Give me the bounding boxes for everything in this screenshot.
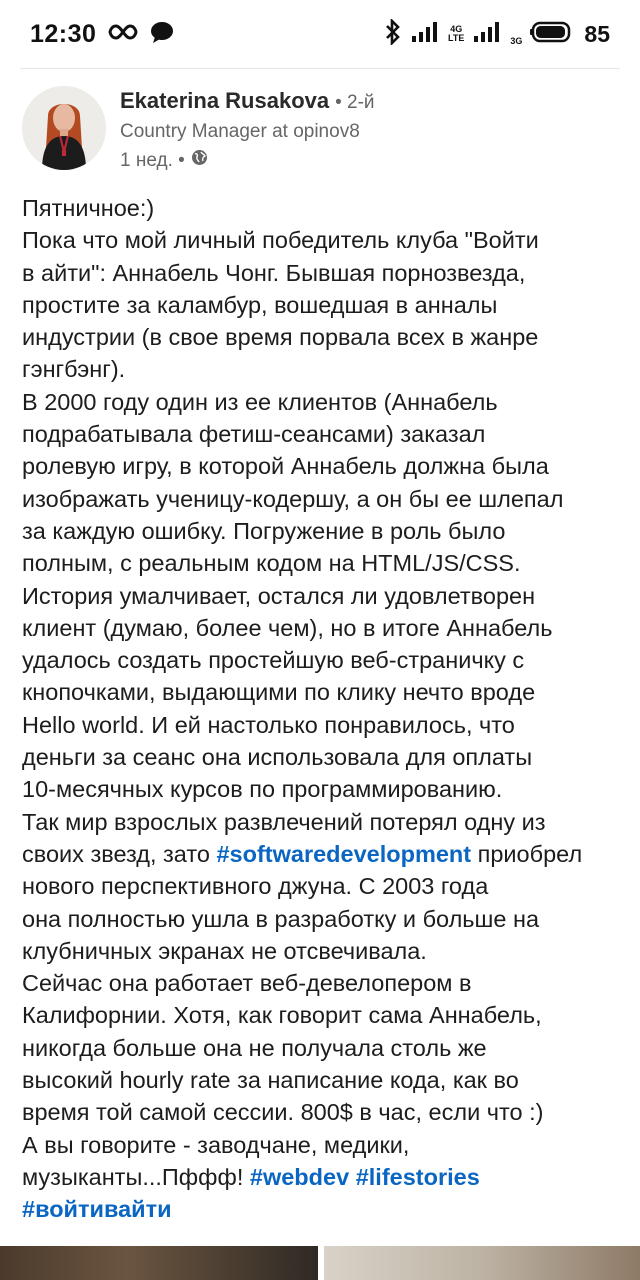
post-text-segment: Пока что мой личный победитель клуба "Войти xyxy=(22,227,539,254)
post-text-segment: клиент (думаю, более чем), но в итоге Аннабель xyxy=(22,614,553,641)
avatar[interactable] xyxy=(22,86,106,170)
post-text-segment: Пятничное:) xyxy=(22,195,155,221)
post-text-line xyxy=(22,289,622,321)
post-text-line xyxy=(22,903,622,935)
status-bar xyxy=(0,0,640,68)
battery-percent: 85 xyxy=(584,20,610,47)
post-text-segment: время той самой сессии. 800$ в час, если что :) xyxy=(22,1099,544,1126)
post-text-segment: Сейчас она работает веб-девелопером в xyxy=(22,970,472,997)
post-text-line xyxy=(22,192,622,224)
post-text-segment: своих звезд, зато xyxy=(22,840,217,867)
post-text-segment: индустрии (в свое время порвала всех в жанре xyxy=(22,324,539,351)
post-text xyxy=(22,192,622,1226)
post-text-line xyxy=(22,709,622,741)
post-text-segment: кнопочками, выдающими по клику нечто вроде xyxy=(22,679,536,706)
post-text-line xyxy=(22,806,622,838)
post-time: 1 нед. • xyxy=(120,149,185,171)
top-divider xyxy=(20,68,620,69)
post-text-line xyxy=(22,1193,622,1225)
post-text-segment: в айти": Аннабель Чонг. Бывшая порнозвезда, xyxy=(22,259,526,286)
post-text-segment: удалось создать простейшую веб-страничку с xyxy=(22,647,525,674)
post-text-segment: изображать ученицу-кодершу, а он бы ее шлепал xyxy=(22,485,564,512)
post-text-line xyxy=(22,450,622,482)
post-text-line xyxy=(22,580,622,612)
post-text-segment: подрабатывала фетиш-сеансами) заказал xyxy=(22,421,486,448)
post-text-segment: ролевую игру, в которой Аннабель должна была xyxy=(22,453,549,480)
post-text-segment: музыканты...Пффф! xyxy=(22,1163,250,1190)
post-text-line xyxy=(22,257,622,289)
signal-icon xyxy=(410,20,440,49)
post-text-line xyxy=(22,224,622,256)
post-text-line xyxy=(22,1129,622,1161)
post-text-segment: никогда больше она не получала столь же xyxy=(22,1034,487,1061)
author-name[interactable]: Ekaterina Rusakova xyxy=(120,88,330,113)
post-text-line xyxy=(22,935,622,967)
chat-bubble-icon xyxy=(150,21,174,48)
post-text-segment: клубничных экранах не отсвечивала. xyxy=(22,937,427,964)
post-images[interactable] xyxy=(0,1246,640,1280)
post-text-line xyxy=(22,676,622,708)
post-text-line xyxy=(22,418,622,450)
post-text-segment: А вы говорите - заводчане, медики, xyxy=(22,1131,410,1158)
status-time: 12:30 xyxy=(30,19,97,48)
post-text-segment: Калифорнии. Хотя, как говорит сама Аннабель, xyxy=(22,1002,542,1029)
post-text-line xyxy=(22,1032,622,1064)
post-text-line xyxy=(22,483,622,515)
post-text-line xyxy=(22,838,622,870)
post-text-line xyxy=(22,870,622,902)
post-text-segment: простите за каламбур, вошедшая в анналы xyxy=(22,291,498,318)
signal-icon xyxy=(472,20,502,49)
post-text-line xyxy=(22,386,622,418)
post-text-segment: Так мир взрослых развлечений потерял одну из xyxy=(22,808,546,835)
post-text-segment: В 2000 году один из ее клиентов (Аннабель xyxy=(22,388,498,415)
post-text-line xyxy=(22,741,622,773)
post-header xyxy=(22,86,375,172)
post-text-line xyxy=(22,773,622,805)
post-text-line xyxy=(22,353,622,385)
network-type-3g: 3G xyxy=(510,35,523,46)
post-image[interactable] xyxy=(324,1246,640,1280)
connection-degree: • 2-й xyxy=(335,92,375,113)
post-text-line xyxy=(22,644,622,676)
post-text-line xyxy=(22,612,622,644)
post-text-line xyxy=(22,1161,622,1193)
hashtag-link[interactable]: #lifestories xyxy=(355,1163,480,1190)
post-text-segment: она полностью ушла в разработку и больше на xyxy=(22,905,540,932)
post-text-line xyxy=(22,1064,622,1096)
hashtag-link[interactable]: #webdev xyxy=(249,1163,350,1190)
post-text-segment: приобрел xyxy=(471,840,583,867)
battery-icon xyxy=(530,21,572,48)
post-text-segment: за каждую ошибку. Погружение в роль было xyxy=(22,517,506,544)
post-text-segment: История умалчивает, остался ли удовлетворен xyxy=(22,582,536,609)
post-text-segment: гэнгбэнг). xyxy=(22,356,126,383)
post-text-line xyxy=(22,547,622,579)
bluetooth-icon xyxy=(384,19,402,50)
infinity-icon xyxy=(108,23,138,46)
post-text-line xyxy=(22,1096,622,1128)
hashtag-link[interactable]: #войтивайти xyxy=(22,1196,172,1223)
post-text-line xyxy=(22,999,622,1031)
post-image[interactable] xyxy=(0,1246,318,1280)
network-type-4g: 4G LTE xyxy=(448,24,465,43)
globe-icon xyxy=(191,149,208,172)
post-text-line xyxy=(22,967,622,999)
post-text-line xyxy=(22,321,622,353)
hashtag-link[interactable]: #softwaredevelopment xyxy=(216,840,472,867)
author-headline: Country Manager at opinov8 xyxy=(120,121,360,142)
post-text-segment: Hello world. И ей настолько понравилось, что xyxy=(22,711,515,738)
post-text-line xyxy=(22,515,622,547)
post-text-segment: нового перспективного джуна. С 2003 года xyxy=(22,873,489,900)
post-text-segment: высокий hourly rate за написание кода, как во xyxy=(22,1067,519,1094)
post-text-segment: 10-месячных курсов по программированию. xyxy=(22,776,503,803)
post-text-segment: полным, с реальным кодом на HTML/JS/CSS. xyxy=(22,550,521,577)
post-text-segment: деньги за сеанс она использовала для оплаты xyxy=(22,744,533,771)
